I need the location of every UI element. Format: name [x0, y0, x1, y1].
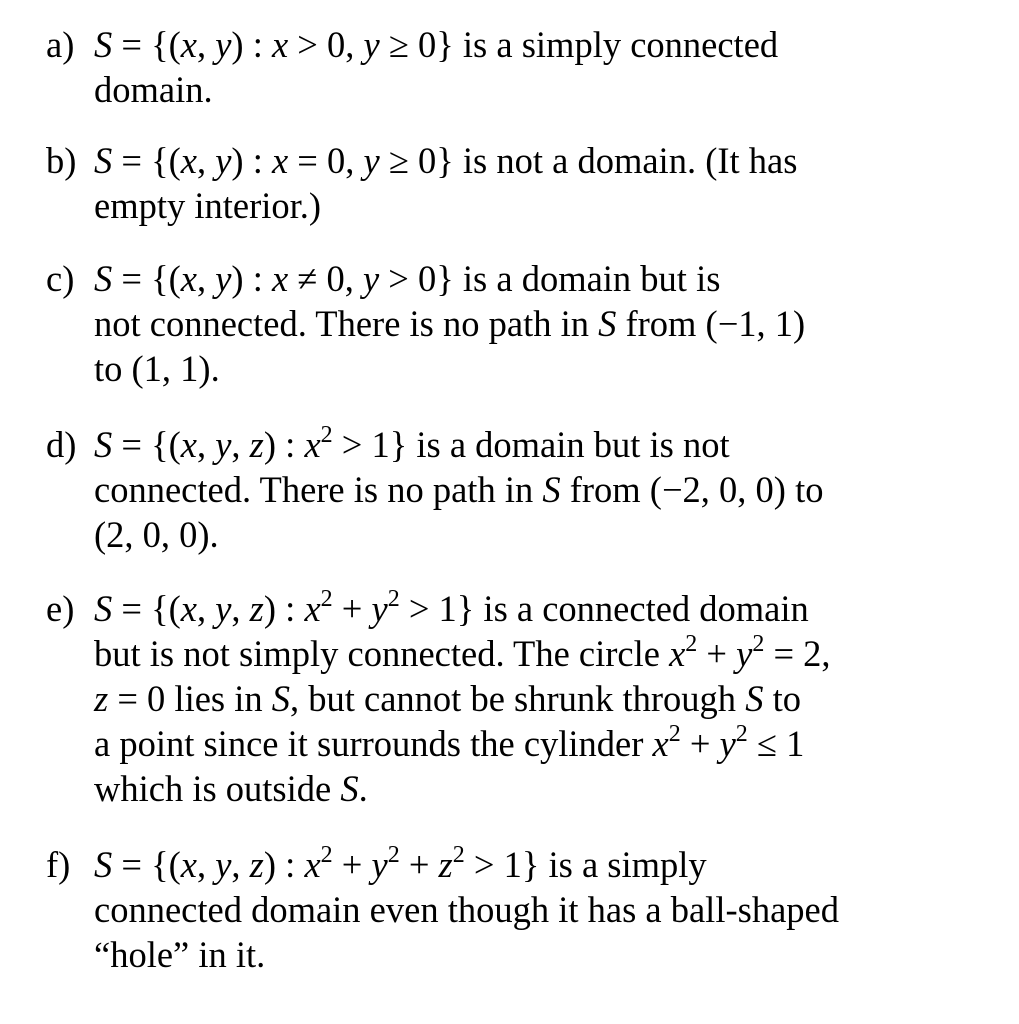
item-line: “hole” in it.	[94, 934, 266, 975]
math-text: ) :	[263, 844, 305, 885]
math-var: S	[542, 469, 561, 510]
math-text: +	[332, 844, 372, 885]
math-var: z	[249, 588, 264, 629]
math-var: y	[215, 588, 232, 629]
math-text: +	[332, 588, 372, 629]
math-var: S	[94, 24, 113, 65]
math-var: S	[745, 678, 764, 719]
math-var: y	[215, 24, 232, 65]
math-text: ,	[196, 424, 216, 465]
math-var: x	[304, 424, 321, 465]
item-line	[94, 721, 804, 766]
math-text: ,	[196, 258, 216, 299]
math-var: x	[271, 140, 289, 181]
math-var: y	[215, 140, 232, 181]
math-var: y	[371, 588, 388, 629]
math-var: x	[180, 258, 197, 299]
superscript: 2	[668, 721, 681, 747]
math-text: = {(	[112, 844, 181, 885]
math-var: S	[340, 768, 359, 809]
body-text: from (−1, 1)	[616, 303, 806, 344]
item-label: f)	[46, 844, 71, 885]
item-line: empty interior.)	[94, 185, 322, 226]
item-label: c)	[46, 258, 75, 299]
math-text: = {(	[112, 258, 181, 299]
math-text: ≥ 0}	[379, 24, 454, 65]
math-var: S	[94, 588, 113, 629]
item-line	[94, 842, 707, 887]
math-var: S	[598, 303, 617, 344]
math-text: > 1}	[332, 424, 408, 465]
math-text: ,	[196, 24, 216, 65]
math-text: ,	[196, 140, 216, 181]
item-line: domain.	[94, 69, 213, 110]
item-line	[94, 138, 797, 183]
math-var: y	[215, 844, 232, 885]
math-text: > 0,	[288, 24, 364, 65]
superscript: 2	[320, 422, 333, 448]
math-text: ) :	[263, 424, 305, 465]
math-text: ,	[196, 844, 216, 885]
superscript: 2	[320, 586, 333, 612]
body-text: to	[763, 678, 801, 719]
item-line: (2, 0, 0).	[94, 514, 219, 555]
superscript: 2	[752, 631, 765, 657]
math-text: ≠ 0,	[288, 258, 363, 299]
body-text: , but cannot be shrunk through	[290, 678, 746, 719]
math-var: x	[180, 844, 197, 885]
body-text: is a connected domain	[474, 588, 809, 629]
item-line	[94, 301, 805, 346]
math-var: y	[363, 24, 380, 65]
item-label: d)	[46, 424, 77, 465]
math-var: y	[215, 424, 232, 465]
superscript: 2	[452, 842, 465, 868]
math-var: x	[669, 633, 686, 674]
math-text: ) :	[231, 140, 272, 181]
body-text: which is outside	[94, 768, 341, 809]
item-line	[94, 422, 730, 467]
math-var: z	[438, 844, 453, 885]
body-text: is a domain but is	[453, 258, 721, 299]
math-text: > 1}	[464, 844, 540, 885]
math-var: x	[180, 424, 197, 465]
superscript: 2	[735, 721, 748, 747]
math-text: +	[399, 844, 439, 885]
math-var: x	[271, 24, 289, 65]
math-text: = 2,	[764, 633, 831, 674]
math-text: = {(	[112, 588, 181, 629]
math-var: z	[249, 844, 264, 885]
body-text: not connected. There is no path in	[94, 303, 599, 344]
math-text: ≥ 0}	[379, 140, 454, 181]
body-text: is a simply	[539, 844, 707, 885]
body-text: from (−2, 0, 0) to	[560, 469, 824, 510]
math-var: S	[94, 258, 113, 299]
math-var: S	[94, 844, 113, 885]
body-text: is a domain but is not	[407, 424, 730, 465]
math-var: x	[180, 140, 197, 181]
math-var: x	[304, 844, 321, 885]
math-var: y	[736, 633, 753, 674]
body-text: connected. There is no path in	[94, 469, 543, 510]
math-var: x	[271, 258, 289, 299]
math-text: ≤ 1	[747, 723, 805, 764]
math-var: y	[719, 723, 736, 764]
superscript: 2	[320, 842, 333, 868]
item-line: connected domain even though it has a ball-shaped	[94, 889, 839, 930]
math-var: S	[271, 678, 291, 719]
math-text: = {(	[112, 140, 181, 181]
item-line	[94, 766, 368, 811]
body-text: = 0 lies in	[108, 678, 272, 719]
math-text: ) :	[231, 258, 272, 299]
superscript: 2	[387, 842, 400, 868]
item-line	[94, 22, 778, 67]
math-text: = 0,	[288, 140, 364, 181]
math-text: > 1}	[399, 588, 475, 629]
math-text: +	[697, 633, 737, 674]
item-label: a)	[46, 24, 75, 65]
math-text: > 0}	[379, 258, 454, 299]
math-var: x	[180, 588, 197, 629]
item-line	[94, 467, 823, 512]
item-line	[94, 586, 809, 631]
item-label: e)	[46, 588, 75, 629]
math-var: x	[652, 723, 669, 764]
math-var: y	[363, 140, 380, 181]
math-text: = {(	[112, 424, 181, 465]
math-text: ,	[231, 844, 250, 885]
superscript: 2	[685, 631, 698, 657]
body-text: is not a domain. (It has	[453, 140, 798, 181]
math-var: z	[94, 678, 109, 719]
body-text: a point since it surrounds the cylinder	[94, 723, 653, 764]
item-label: b)	[46, 140, 77, 181]
body-text: .	[358, 768, 368, 809]
superscript: 2	[387, 586, 400, 612]
math-var: y	[362, 258, 380, 299]
body-text: is a simply connected	[453, 24, 779, 65]
math-text: = {(	[112, 24, 181, 65]
math-text: +	[680, 723, 720, 764]
math-var: S	[94, 424, 113, 465]
math-text: ) :	[263, 588, 305, 629]
item-line	[94, 676, 801, 721]
math-var: x	[304, 588, 321, 629]
item-line	[94, 631, 831, 676]
math-var: S	[94, 140, 113, 181]
body-text: but is not simply connected. The circle	[94, 633, 670, 674]
math-var: x	[180, 24, 197, 65]
item-line: to (1, 1).	[94, 348, 220, 389]
item-line	[94, 256, 720, 301]
math-text: ,	[231, 424, 250, 465]
math-text: ,	[231, 588, 250, 629]
math-text: ) :	[231, 24, 272, 65]
math-var: z	[249, 424, 264, 465]
math-text: ,	[196, 588, 216, 629]
math-var: y	[215, 258, 232, 299]
math-var: y	[371, 844, 388, 885]
